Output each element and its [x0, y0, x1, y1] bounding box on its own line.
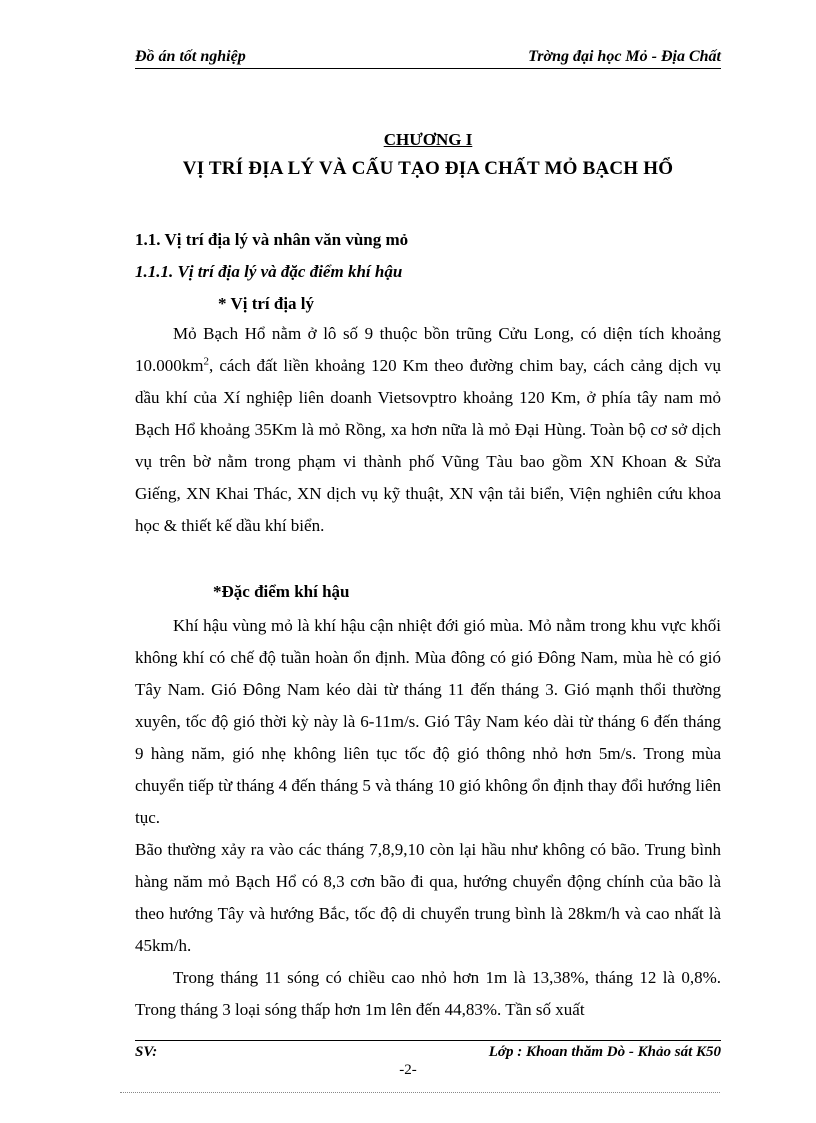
footer-class-label: Lớp : Khoan thăm Dò - Khảo sát K50: [488, 1044, 721, 1060]
chapter-label-text: CHƯƠNG I: [383, 130, 473, 149]
chapter-label: [135, 130, 721, 150]
climate-paragraphs: [135, 610, 721, 1026]
footer-student-label: SV:: [135, 1044, 158, 1060]
climate-paragraph-3: Trong tháng 11 sóng có chiều cao nhỏ hơn 1m là 13,38%, tháng 12 là 0,8%. Trong tháng 3 loại sóng thấp hơn 1m lên đến 44,83%. Tần số xuất: [135, 968, 721, 1019]
bottom-divider: [120, 1092, 720, 1093]
header-thesis-label: Đồ án tốt nghiệp: [135, 48, 246, 65]
chapter-title: VỊ TRÍ ĐỊA LÝ VÀ CẤU TẠO ĐỊA CHẤT MỎ BẠCH HỔ: [182, 158, 674, 179]
page-number: -2-: [399, 1062, 417, 1078]
location-text: Mỏ Bạch Hổ nằm ở lô số 9 thuộc bồn trũng Cửu Long, có diện tích khoảng $10.000km^2$, cách đất liền khoảng 120 Km theo đường chim bay, cách cảng dịch vụ dầu khí của Xí nghiệp liên doanh Vietsovptro khoảng 120 Km, ở phía tây nam mỏ Bạch Hổ khoảng 35Km là mỏ Rồng, xa hơn nữa là mỏ Đại Hùng. Toàn bộ cơ sở dịch vụ trên bờ nằm trong phạm vi thành phố Vũng Tàu bao gồm XN Khoan & Sửa Giếng, XN Khai Thác, XN dịch vụ kỹ thuật, XN vận tải biển, Viện nghiên cứu khoa học & thiết kế dầu khí biển.: [135, 324, 721, 535]
section-heading: 1.1. Vị trí địa lý và nhân văn vùng mỏ: [135, 230, 409, 249]
location-heading: * Vị trí địa lý: [218, 294, 315, 313]
climate-heading: *Đặc điểm khí hậu: [213, 582, 350, 601]
page-footer: [135, 1040, 721, 1063]
climate-paragraph-2: Bão thường xảy ra vào các tháng 7,8,9,10 còn lại hầu như không có bão. Trung bình hàng năm mỏ Bạch Hổ có 8,3 cơn bão đi qua, hướng chuyển động chính của bão là theo hướng Tây và hướng Bắc, tốc độ di chuyển trung bình là 28km/h và cao nhất là 45km/h.: [135, 840, 721, 955]
header-university: Trờng đại học Mỏ - Địa Chất: [528, 48, 721, 65]
location-paragraph: [135, 318, 721, 542]
subsection-heading: 1.1.1. Vị trí địa lý và đặc điểm khí hậu: [135, 262, 403, 281]
climate-paragraph-1: Khí hậu vùng mỏ là khí hậu cận nhiệt đới gió mùa. Mỏ nằm trong khu vực khối không khí có chế độ tuần hoàn ổn định. Mùa đông có gió Đông Nam, mùa hè có gió Tây Nam. Gió Đông Nam kéo dài từ tháng 11 đến tháng 3. Gió mạnh thổi thường xuyên, tốc độ gió thời kỳ này là 6-11m/s. Gió Tây Nam kéo dài từ tháng 6 đến tháng 9 hàng năm, gió nhẹ không liên tục tốc độ gió thông nhỏ hơn 5m/s. Trong mùa chuyển tiếp từ tháng 4 đến tháng 5 và tháng 10 gió không ổn định thay đổi hướng liên tục.: [135, 616, 721, 827]
page-header: [135, 48, 721, 69]
